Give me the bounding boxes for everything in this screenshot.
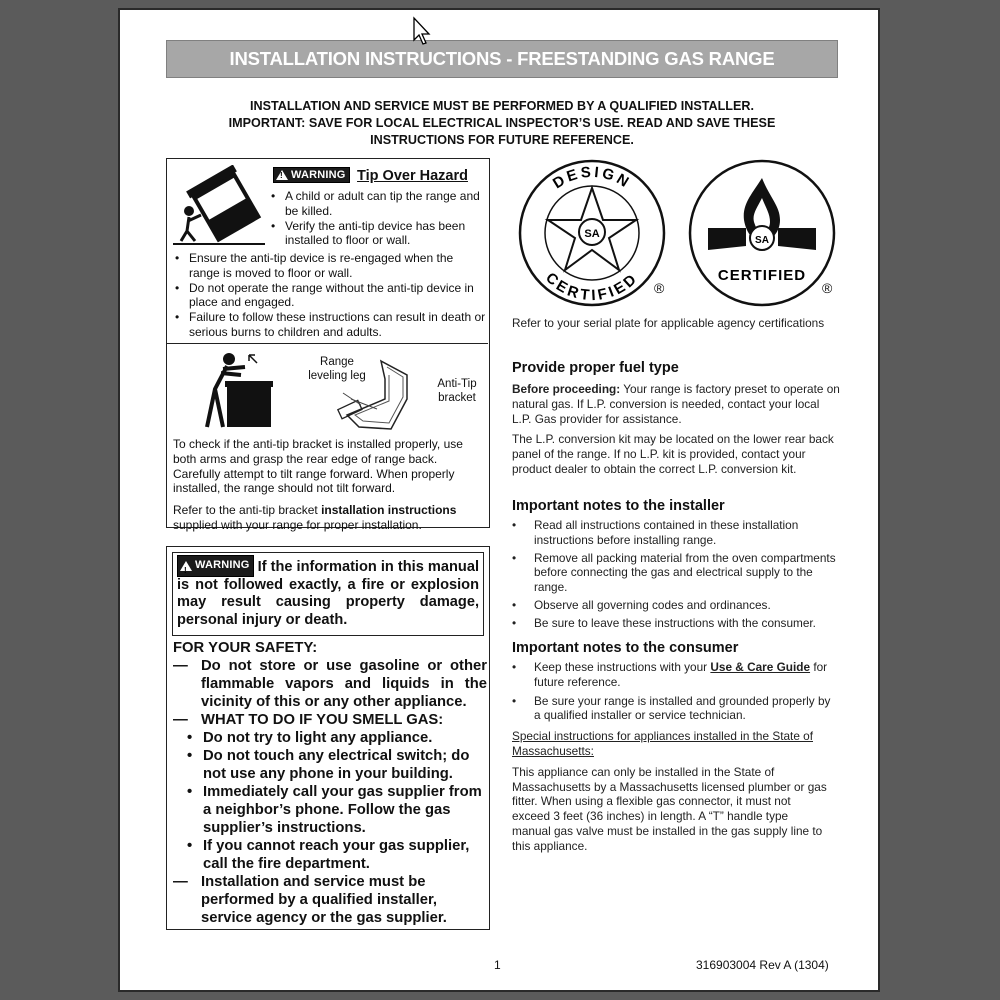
registered-mark: ®: [822, 280, 833, 296]
registered-mark: ®: [654, 280, 665, 296]
page-number: 1: [494, 958, 501, 972]
use-care-guide-link: Use & Care Guide: [710, 660, 811, 674]
list-item: • Do not touch any electrical switch; do not use any phone in your building.: [187, 748, 470, 782]
list-item: • Keep these instructions with your Use & Care Guide for future reference.: [512, 660, 828, 689]
warning-triangle-icon: [180, 561, 192, 571]
certified-text: CERTIFIED: [717, 267, 807, 284]
list-item: • Be sure to leave these instructions with the consumer.: [512, 615, 816, 630]
svg-text:CERTIFIED: [542, 269, 642, 304]
list-item: • Immediately call your gas supplier from a neighbor’s phone. Follow the gas supplier’s instructions.: [187, 784, 482, 836]
fuel-text: Before proceeding: Your range is factory preset to operate on natural gas. If L.P. conversion is needed, contact your local L.P. Gas provider for assistance.: [512, 382, 840, 426]
tip-over-full-bullets: [175, 251, 487, 340]
massachusetts-heading: Special instructions for appliances installed in the State of Massachusetts:: [512, 729, 813, 758]
installer-section: [512, 498, 840, 631]
consumer-heading: Important notes to the consumer: [512, 640, 739, 656]
fuel-heading: Provide proper fuel type: [512, 360, 679, 376]
fire-warning-inner: [172, 552, 484, 636]
list-item: — Do not store or use gasoline or other flammable vapors and liquids in the vicinity of this or any other appliance.: [173, 658, 487, 710]
anti-tip-label: Anti-Tip bracket: [437, 378, 477, 404]
divider: [167, 343, 488, 344]
person-range-illustration: [197, 349, 277, 431]
list-item: • A child or adult can tip the range and be killed.: [271, 189, 480, 218]
serial-plate-note: Refer to your serial plate for applicable agency certifications: [512, 316, 825, 330]
document-code: 316903004 Rev A (1304): [696, 958, 829, 972]
list-item: • Do not operate the range without the anti-tip device in place and engaged.: [175, 280, 474, 310]
list-item: • Be sure your range is installed and grounded properly by a qualified installer or service technician.: [512, 693, 831, 723]
fuel-section: [512, 360, 840, 477]
intro-notice: [166, 98, 838, 149]
warning-badge-label: WARNING: [195, 559, 250, 571]
intro-line: INSTRUCTIONS FOR FUTURE REFERENCE.: [370, 133, 634, 147]
safety-heading: FOR YOUR SAFETY:: [173, 640, 318, 656]
warning-badge: [177, 555, 254, 577]
tip-over-heading: Tip Over Hazard: [357, 168, 468, 184]
list-item: — Installation and service must be performed by a qualified installer, service agency or the gas supplier.: [173, 874, 447, 926]
warning-badge: [273, 167, 350, 183]
leveling-leg-label: Range leveling leg: [308, 356, 366, 382]
list-item: • Failure to follow these instructions can result in death or serious burns to children and adults.: [175, 310, 486, 339]
warning-triangle-icon: [276, 170, 288, 180]
list-item: • Remove all packing material from the oven compartments before connecting the gas and electrical supply to the range.: [512, 550, 836, 595]
intro-line: IMPORTANT: SAVE FOR LOCAL ELECTRICAL INSPECTOR’S USE. READ AND SAVE THESE: [228, 116, 776, 130]
mouse-cursor-icon: [412, 16, 432, 46]
tip-over-box: [166, 158, 490, 532]
installer-heading: Important notes to the installer: [512, 498, 725, 514]
csa-flame-logo: [686, 158, 838, 308]
consumer-section: [512, 640, 840, 854]
anti-tip-refer-text: Refer to the anti-tip bracket installation instructions supplied with your range for proper installation.: [173, 503, 457, 532]
intro-line: INSTALLATION AND SERVICE MUST BE PERFORMED BY A QUALIFIED INSTALLER.: [250, 99, 754, 113]
list-item: • Do not try to light any appliance.: [187, 730, 433, 746]
list-item: • Ensure the anti-tip device is re-engaged when the range is moved to floor or wall.: [175, 251, 454, 280]
anti-tip-check-text: To check if the anti-tip bracket is installed properly, use both arms and grasp the rear edge of range back. Carefully attempt to tilt range forward. When properly installed, the range should not tilt forward.: [173, 437, 463, 496]
anti-tip-bracket-illustration: [337, 359, 437, 439]
safety-list: [173, 639, 487, 927]
list-item: • Verify the anti-tip device has been installed to floor or wall.: [271, 218, 466, 248]
title-bar: [166, 40, 838, 78]
list-item: — WHAT TO DO IF YOU SMELL GAS:: [173, 712, 444, 728]
lp-kit-text: The L.P. conversion kit may be located on the lower rear back panel of the range. If no L.P. kit is provided, contact your product dealer to obtain the correct L.P. conversion kit.: [512, 432, 834, 476]
document-page: [118, 8, 880, 992]
fire-warning-message: If the information in this manual is not followed exactly, a fire or explosion may result causing property damage, personal injury or death.: [177, 558, 479, 628]
design-certified-logo: [516, 158, 668, 308]
fire-warning-text: [173, 553, 483, 631]
massachusetts-text: This appliance can only be installed in the State of Massachusetts by a Massachusetts licensed plumber or gas fitter. When using a flexible gas connector, it must not exceed 3 feet (36 inches) in length. A “T” handle type manual gas valve must be installed in the gas supply line to this appliance.: [512, 764, 827, 853]
tip-over-header: [273, 167, 468, 185]
certified-arc-text: CERTIFIED: [542, 269, 642, 305]
warning-badge-label: WARNING: [291, 169, 346, 181]
page-title: INSTALLATION INSTRUCTIONS - FREESTANDING GAS RANGE: [229, 48, 775, 69]
fire-warning-box: [166, 546, 490, 930]
tip-over-right-bullets: [271, 189, 485, 248]
tip-over-illustration: [173, 165, 265, 247]
design-arc-text: DESIGN: [549, 163, 635, 193]
sa-mark: SA: [584, 228, 600, 240]
list-item: • Read all instructions contained in these installation instructions before installing range.: [512, 518, 799, 547]
list-item: • Observe all governing codes and ordinances.: [512, 597, 771, 612]
sa-mark: SA: [755, 235, 769, 246]
list-item: • If you cannot reach your gas supplier, call the fire department.: [187, 838, 470, 872]
